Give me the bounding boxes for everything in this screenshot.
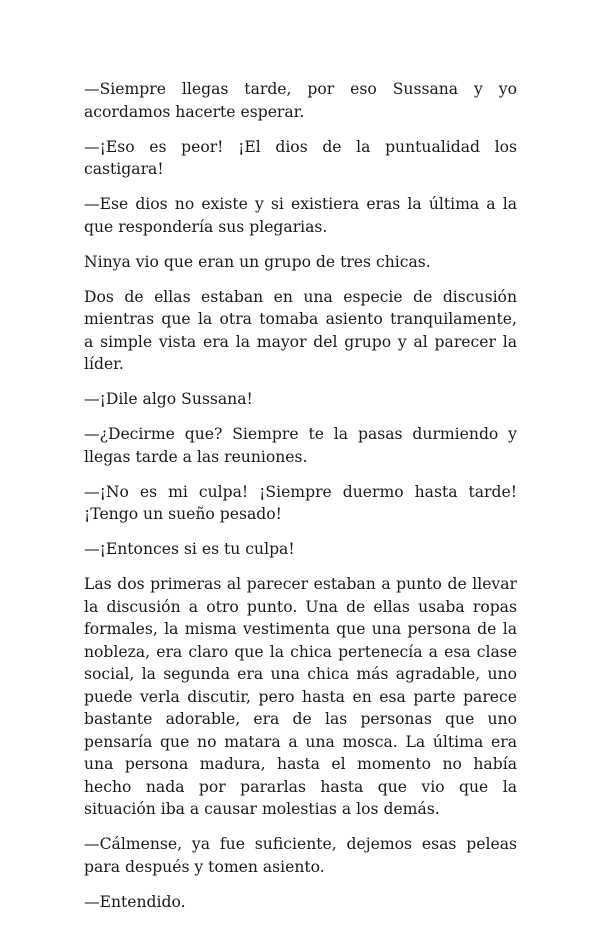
paragraph: Las dos primeras al parecer estaban a punto de llevar la discusión a otro punto. Una de ellas usaba ropas formales, la misma vestimenta que una persona de la nobleza, era claro que la chica pertenecía a esa clase social, la segunda era una chica más agradable, uno puede verla discutir, pero hasta en esa parte parece bastante adorable, era de las personas que uno pensaría que no matara a una mosca. La última era una persona madura, hasta el momento no había hecho nada por pararlas hasta que vio que la situación iba a causar molestias a los demás.	[84, 575, 517, 818]
paragraph: —¡Dile algo Sussana!	[84, 390, 253, 408]
paragraph: —Siempre llegas tarde, por eso Sussana y yo acordamos hacerte esperar.	[84, 80, 517, 121]
document-page	[84, 78, 517, 926]
paragraph: Ninya vio que eran un grupo de tres chicas.	[84, 252, 431, 271]
paragraph: —Ese dios no existe y si existiera eras la última a la que respondería sus plegarias.	[84, 195, 517, 236]
paragraph: —¿Decirme que? Siempre te la pasas durmiendo y llegas tarde a las reuniones.	[84, 425, 517, 466]
paragraph: —¡Eso es peor! ¡El dios de la puntualidad los castigara!	[84, 137, 517, 178]
paragraph: —Entendido.	[84, 892, 186, 911]
paragraph: Dos de ellas estaban en una especie de discusión mientras que la otra tomaba asiento tranquilamente, a simple vista era la mayor del grupo y al parecer la líder.	[84, 287, 517, 373]
paragraph: —¡No es mi culpa! ¡Siempre duermo hasta tarde! ¡Tengo un sueño pesado!	[84, 482, 517, 523]
paragraph: —¡Entonces si es tu culpa!	[84, 540, 295, 558]
paragraph: —Cálmense, ya fue suficiente, dejemos esas peleas para después y tomen asiento.	[84, 835, 517, 876]
